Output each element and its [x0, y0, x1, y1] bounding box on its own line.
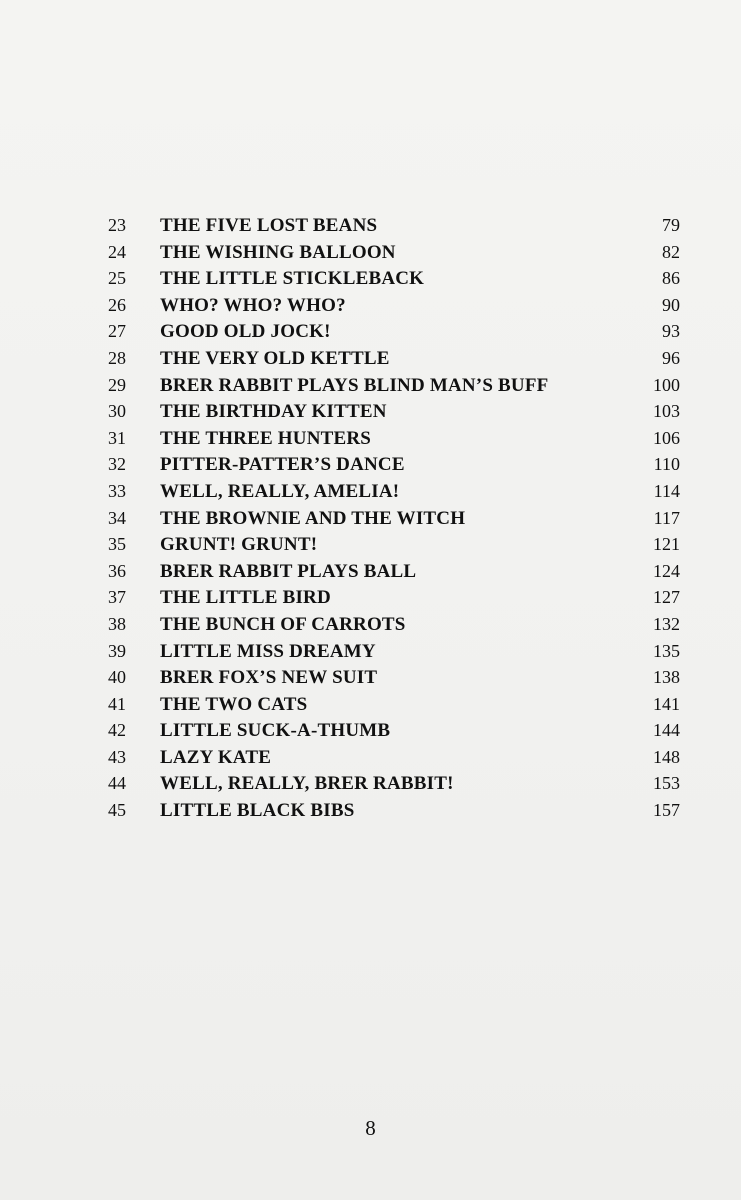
story-page: 135 [653, 640, 680, 661]
story-title: BRER RABBIT PLAYS BLIND MAN’S BUFF [160, 374, 549, 396]
toc-entry [108, 717, 680, 744]
story-number: 36 [108, 560, 126, 581]
story-number: 35 [108, 534, 126, 555]
toc-entry [108, 425, 680, 452]
story-title: THE BUNCH OF CARROTS [160, 613, 406, 635]
story-title: GOOD OLD JOCK! [160, 321, 331, 343]
toc-entry [108, 398, 680, 425]
story-number: 45 [108, 800, 126, 821]
toc-entry [108, 531, 680, 558]
story-title: THE WISHING BALLOON [160, 241, 396, 263]
story-number: 38 [108, 613, 126, 634]
story-page: 124 [653, 560, 680, 581]
toc-entry [108, 292, 680, 319]
story-page: 110 [653, 454, 680, 475]
toc-entry [108, 478, 680, 505]
toc-entry [108, 558, 680, 585]
story-page: 121 [653, 534, 680, 555]
story-title: LAZY KATE [160, 746, 272, 768]
story-number: 31 [108, 427, 126, 448]
story-number: 42 [108, 720, 126, 741]
toc-entry [108, 638, 680, 665]
story-page: 148 [653, 746, 680, 767]
toc-entry [108, 744, 680, 771]
toc-entry [108, 345, 680, 372]
page-number: 8 [365, 1116, 376, 1140]
story-page: 144 [653, 720, 680, 741]
toc-entry [108, 584, 680, 611]
story-number: 43 [108, 746, 126, 767]
toc-entry [108, 770, 680, 797]
toc-entry [108, 691, 680, 718]
story-number: 25 [108, 268, 126, 289]
toc-entry [108, 505, 680, 532]
story-number: 27 [108, 321, 126, 342]
story-number: 44 [108, 773, 126, 794]
toc-entry [108, 318, 680, 345]
story-title: THE THREE HUNTERS [160, 427, 372, 449]
story-page: 114 [653, 480, 680, 501]
toc-entry [108, 212, 680, 239]
story-title: WHO? WHO? WHO? [160, 294, 346, 316]
story-number: 41 [108, 693, 126, 714]
story-page: 132 [653, 613, 680, 634]
story-number: 40 [108, 667, 126, 688]
story-page: 138 [653, 667, 680, 688]
story-title: LITTLE MISS DREAMY [160, 640, 376, 662]
story-page: 103 [653, 401, 680, 422]
story-number: 26 [108, 294, 126, 315]
story-number: 30 [108, 401, 126, 422]
story-title: THE BIRTHDAY KITTEN [160, 401, 387, 423]
story-page: 117 [653, 507, 680, 528]
story-page: 86 [662, 268, 680, 289]
story-page: 96 [662, 347, 680, 368]
story-number: 37 [108, 587, 126, 608]
toc-entry [108, 611, 680, 638]
story-page: 106 [653, 427, 680, 448]
story-page: 153 [653, 773, 680, 794]
story-number: 39 [108, 640, 126, 661]
story-title: THE FIVE LOST BEANS [160, 215, 378, 236]
toc-entry [108, 372, 680, 399]
story-number: 23 [108, 215, 126, 235]
story-title: PITTER-PATTER’S DANCE [160, 454, 405, 476]
story-title: WELL, REALLY, BRER RABBIT! [160, 773, 454, 795]
toc-entry [108, 451, 680, 478]
story-title: THE TWO CATS [160, 693, 308, 715]
story-page: 90 [662, 294, 680, 315]
story-page: 157 [653, 800, 680, 821]
story-title: WELL, REALLY, AMELIA! [160, 480, 400, 502]
story-page: 93 [662, 321, 680, 342]
story-number: 28 [108, 347, 126, 368]
story-page: 141 [653, 693, 680, 714]
story-title: LITTLE BLACK BIBS [160, 800, 355, 822]
story-title: GRUNT! GRUNT! [160, 534, 318, 556]
story-number: 32 [108, 454, 126, 475]
story-title: THE LITTLE BIRD [160, 587, 331, 609]
story-page: 127 [653, 587, 680, 608]
table-of-contents [108, 212, 680, 824]
story-number: 29 [108, 374, 126, 395]
story-title: LITTLE SUCK-A-THUMB [160, 720, 391, 742]
toc-entry [108, 664, 680, 691]
story-page: 82 [662, 241, 680, 262]
story-page: 100 [653, 374, 680, 395]
story-number: 24 [108, 241, 126, 262]
story-title: BRER RABBIT PLAYS BALL [160, 560, 417, 582]
story-number: 34 [108, 507, 126, 528]
toc-entry [108, 239, 680, 266]
story-title: THE LITTLE STICKLEBACK [160, 268, 425, 290]
story-title: THE VERY OLD KETTLE [160, 347, 390, 369]
toc-entry [108, 797, 680, 824]
story-number: 33 [108, 480, 126, 501]
story-title: BRER FOX’S NEW SUIT [160, 667, 378, 689]
toc-entry [108, 265, 680, 292]
story-page: 79 [662, 215, 680, 235]
story-title: THE BROWNIE AND THE WITCH [160, 507, 466, 529]
